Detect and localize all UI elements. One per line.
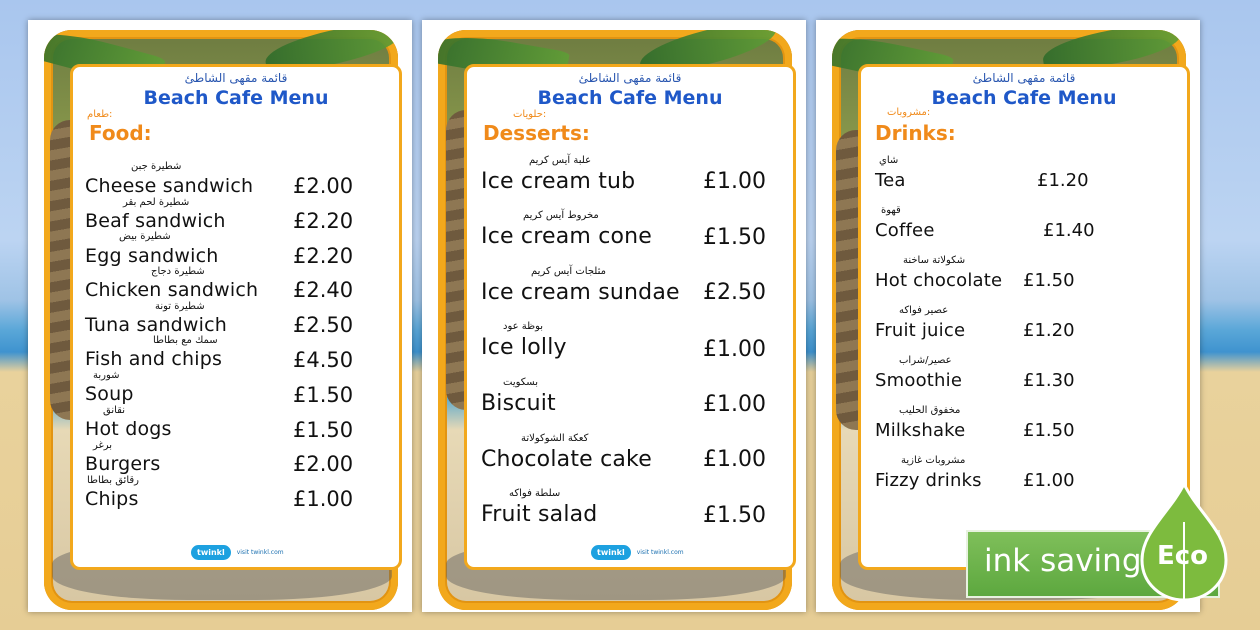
- section-arabic-label: مشروبات:: [887, 107, 931, 118]
- item-name: Ice cream sundae: [481, 280, 680, 305]
- item-arabic: مخروط آيس كريم: [523, 210, 599, 221]
- item-price: £1.50: [293, 383, 354, 407]
- item-name: Burgers: [85, 453, 161, 475]
- section-arabic-label: حلويات:: [513, 109, 547, 120]
- item-name: Chocolate cake: [481, 447, 652, 472]
- item-name: Ice cream cone: [481, 224, 653, 249]
- item-arabic: بسكويت: [503, 377, 538, 388]
- item-name: Hot dogs: [85, 418, 172, 440]
- item-price: £1.00: [293, 487, 354, 511]
- arabic-title: قائمة مقهى الشاطئ: [972, 71, 1076, 85]
- item-name: Tea: [875, 170, 906, 191]
- menu-title: Beach Cafe Menu: [537, 87, 723, 109]
- item-arabic: شكولاتة ساخنة: [903, 255, 966, 266]
- item-name: Tuna sandwich: [85, 314, 228, 336]
- item-name: Smoothie: [875, 370, 963, 391]
- item-name: Soup: [85, 383, 134, 405]
- menu-panel: [70, 64, 402, 570]
- logo-badge: twinkl: [191, 545, 231, 560]
- item-arabic: بوظة عود: [503, 321, 544, 332]
- item-price: £1.50: [1023, 270, 1075, 291]
- item-name: Biscuit: [481, 391, 556, 416]
- item-arabic: مثلجات آيس كريم: [531, 266, 606, 277]
- item-price: £2.00: [293, 452, 354, 476]
- section-arabic-label: طعام:: [87, 109, 113, 120]
- item-price: £1.00: [703, 392, 766, 417]
- item-price: £2.50: [293, 313, 354, 337]
- menu-title: Beach Cafe Menu: [143, 87, 329, 109]
- item-price: £1.00: [703, 447, 766, 472]
- item-arabic: عصير/شراب: [899, 355, 952, 366]
- item-name: Milkshake: [875, 420, 966, 441]
- eco-label: Eco: [1157, 541, 1209, 571]
- item-arabic: نقانق: [103, 405, 126, 416]
- section-heading: Desserts:: [483, 121, 590, 145]
- item-price: £1.30: [1023, 370, 1075, 391]
- item-arabic: قهوة: [881, 205, 901, 216]
- ink-saving-text: ink saving: [984, 543, 1142, 579]
- item-arabic: شطيرة دجاج: [151, 266, 205, 277]
- item-price: £2.00: [293, 174, 354, 198]
- item-name: Coffee: [875, 220, 935, 241]
- twinkl-logo: [591, 545, 684, 560]
- item-name: Egg sandwich: [85, 245, 219, 267]
- item-arabic: برغر: [93, 440, 113, 451]
- item-name: Fruit juice: [875, 320, 966, 341]
- item-price: £2.20: [293, 209, 354, 233]
- item-name: Ice cream tub: [481, 169, 636, 194]
- item-price: £1.40: [1043, 220, 1095, 241]
- item-price: £1.50: [293, 418, 354, 442]
- section-heading: Food:: [89, 121, 152, 145]
- item-arabic: علبة آيس كريم: [529, 155, 592, 166]
- item-arabic: مشروبات غازية: [901, 455, 966, 466]
- item-name: Beaf sandwich: [85, 210, 226, 232]
- menu-panel: [464, 64, 796, 570]
- logo-url: visit twinkl.com: [236, 549, 284, 556]
- item-name: Chips: [85, 488, 139, 510]
- item-price: £2.50: [703, 280, 766, 305]
- item-name: Fruit salad: [481, 502, 598, 527]
- item-arabic: عصير فواكه: [899, 305, 949, 316]
- section-heading: Drinks:: [875, 121, 956, 145]
- item-arabic: شوربة: [93, 370, 120, 381]
- item-arabic: رقائق بطاطا: [87, 475, 139, 486]
- item-price: £4.50: [293, 348, 354, 372]
- item-arabic: مخفوق الحليب: [899, 405, 961, 416]
- menu-title: Beach Cafe Menu: [931, 87, 1117, 109]
- item-price: £2.20: [293, 244, 354, 268]
- item-arabic: كعكة الشوكولاتة: [521, 433, 589, 444]
- item-arabic: سمك مع بطاطا: [153, 335, 218, 346]
- item-price: £1.50: [703, 225, 766, 250]
- arabic-title: قائمة مقهى الشاطئ: [184, 71, 288, 85]
- item-arabic: شطيرة لحم بقر: [123, 197, 190, 208]
- item-name: Ice lolly: [481, 335, 567, 360]
- item-name: Hot chocolate: [875, 270, 1003, 291]
- menu-sheet-food: [28, 20, 412, 612]
- item-name: Cheese sandwich: [85, 175, 254, 197]
- item-price: £1.00: [1023, 470, 1075, 491]
- item-price: £2.40: [293, 278, 354, 302]
- arabic-title: قائمة مقهى الشاطئ: [578, 71, 682, 85]
- menu-sheet-desserts: [422, 20, 806, 612]
- twinkl-logo: [191, 545, 284, 560]
- logo-url: visit twinkl.com: [636, 549, 684, 556]
- item-price: £1.00: [703, 169, 766, 194]
- item-arabic: شطيرة تونة: [155, 301, 205, 312]
- item-arabic: شطيرة بيض: [119, 231, 171, 242]
- item-price: £1.20: [1023, 320, 1075, 341]
- item-price: £1.50: [1023, 420, 1075, 441]
- item-price: £1.20: [1037, 170, 1089, 191]
- item-arabic: شاي: [879, 155, 899, 166]
- item-arabic: سلطة فواكه: [509, 488, 561, 499]
- item-name: Fizzy drinks: [875, 470, 982, 491]
- item-arabic: شطيرة جبن: [131, 161, 182, 172]
- item-name: Fish and chips: [85, 348, 223, 370]
- logo-badge: twinkl: [591, 545, 631, 560]
- item-price: £1.50: [703, 503, 766, 528]
- item-price: £1.00: [703, 337, 766, 362]
- item-name: Chicken sandwich: [85, 279, 259, 301]
